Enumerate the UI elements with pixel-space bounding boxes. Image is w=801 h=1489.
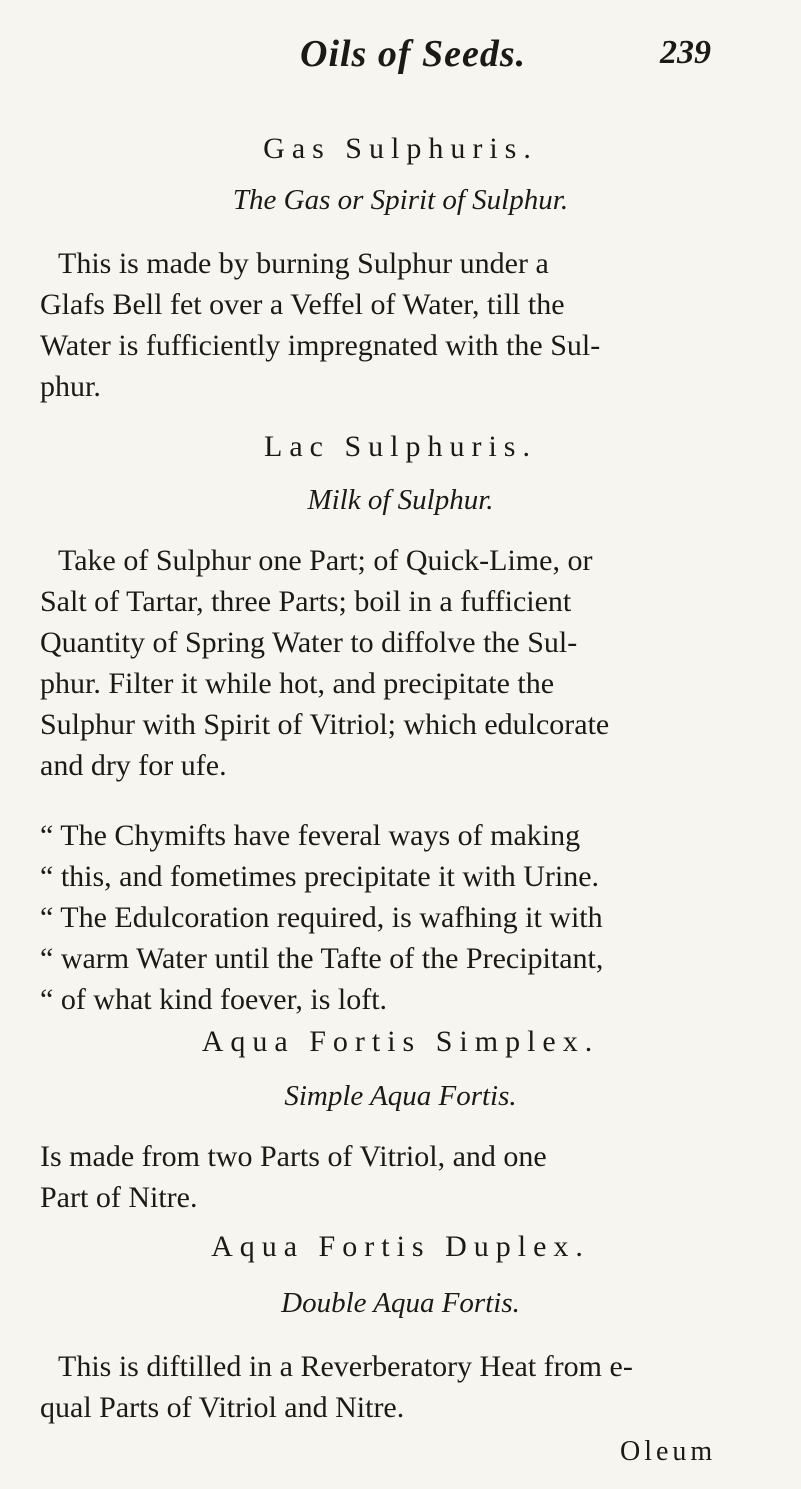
text-line: phur. Filter it while hot, and precipitate the bbox=[40, 667, 555, 700]
quoted-passage bbox=[40, 815, 760, 1020]
section-heading-aqua-fortis-simplex: Aqua Fortis Simplex. bbox=[201, 1025, 600, 1058]
quote-line: “ warm Water until the Tafte of the Precipitant, bbox=[40, 942, 604, 975]
section-subheading-lac-sulphuris: Milk of Sulphur. bbox=[307, 484, 494, 516]
text-line: This is diftilled in a Reverberatory Heat from e- bbox=[58, 1350, 633, 1383]
quote-line: “ of what kind foever, is loft. bbox=[40, 983, 388, 1016]
catchword: Oleum bbox=[620, 1436, 717, 1467]
section-subheading-gas-sulphuris: The Gas or Spirit of Sulphur. bbox=[232, 184, 569, 216]
page-number: 239 bbox=[660, 34, 711, 71]
paragraph-gas-sulphuris bbox=[40, 243, 760, 407]
paragraph-lac-sulphuris bbox=[40, 540, 760, 786]
text-line: Quantity of Spring Water to diffolve the Sul- bbox=[40, 626, 578, 659]
text-line: Is made from two Parts of Vitriol, and one bbox=[40, 1140, 547, 1173]
section-heading-lac-sulphuris: Lac Sulphuris. bbox=[264, 430, 537, 463]
text-line: Part of Nitre. bbox=[40, 1181, 198, 1214]
running-head bbox=[0, 20, 801, 80]
paragraph-aqua-fortis-simplex bbox=[40, 1136, 760, 1218]
text-line: Salt of Tartar, three Parts; boil in a fufficient bbox=[40, 585, 572, 618]
text-line: Glafs Bell fet over a Veffel of Water, till the bbox=[40, 288, 565, 321]
text-line: Sulphur with Spirit of Vitriol; which edulcorate bbox=[40, 708, 610, 741]
text-line: This is made by burning Sulphur under a bbox=[58, 247, 549, 280]
section-subheading-aqua-fortis-simplex: Simple Aqua Fortis. bbox=[284, 1080, 517, 1112]
section-heading-aqua-fortis-duplex: Aqua Fortis Duplex. bbox=[211, 1230, 590, 1263]
section-heading-gas-sulphuris: Gas Sulphuris. bbox=[263, 132, 538, 165]
text-line: qual Parts of Vitriol and Nitre. bbox=[40, 1391, 405, 1424]
text-line: and dry for ufe. bbox=[40, 749, 227, 782]
section-subheading-aqua-fortis-duplex: Double Aqua Fortis. bbox=[281, 1287, 520, 1319]
quote-line: “ this, and fometimes precipitate it with Urine. bbox=[40, 860, 600, 893]
text-line: phur. bbox=[40, 370, 101, 403]
text-line: Take of Sulphur one Part; of Quick-Lime, or bbox=[58, 544, 593, 577]
running-head-title: Oils of Seeds. bbox=[300, 33, 527, 75]
text-line: Water is fufficiently impregnated with the Sul- bbox=[40, 329, 601, 362]
quote-line: “ The Edulcoration required, is wafhing it with bbox=[40, 901, 603, 934]
paragraph-aqua-fortis-duplex bbox=[40, 1346, 760, 1428]
quote-line: “ The Chymifts have feveral ways of making bbox=[40, 819, 581, 852]
